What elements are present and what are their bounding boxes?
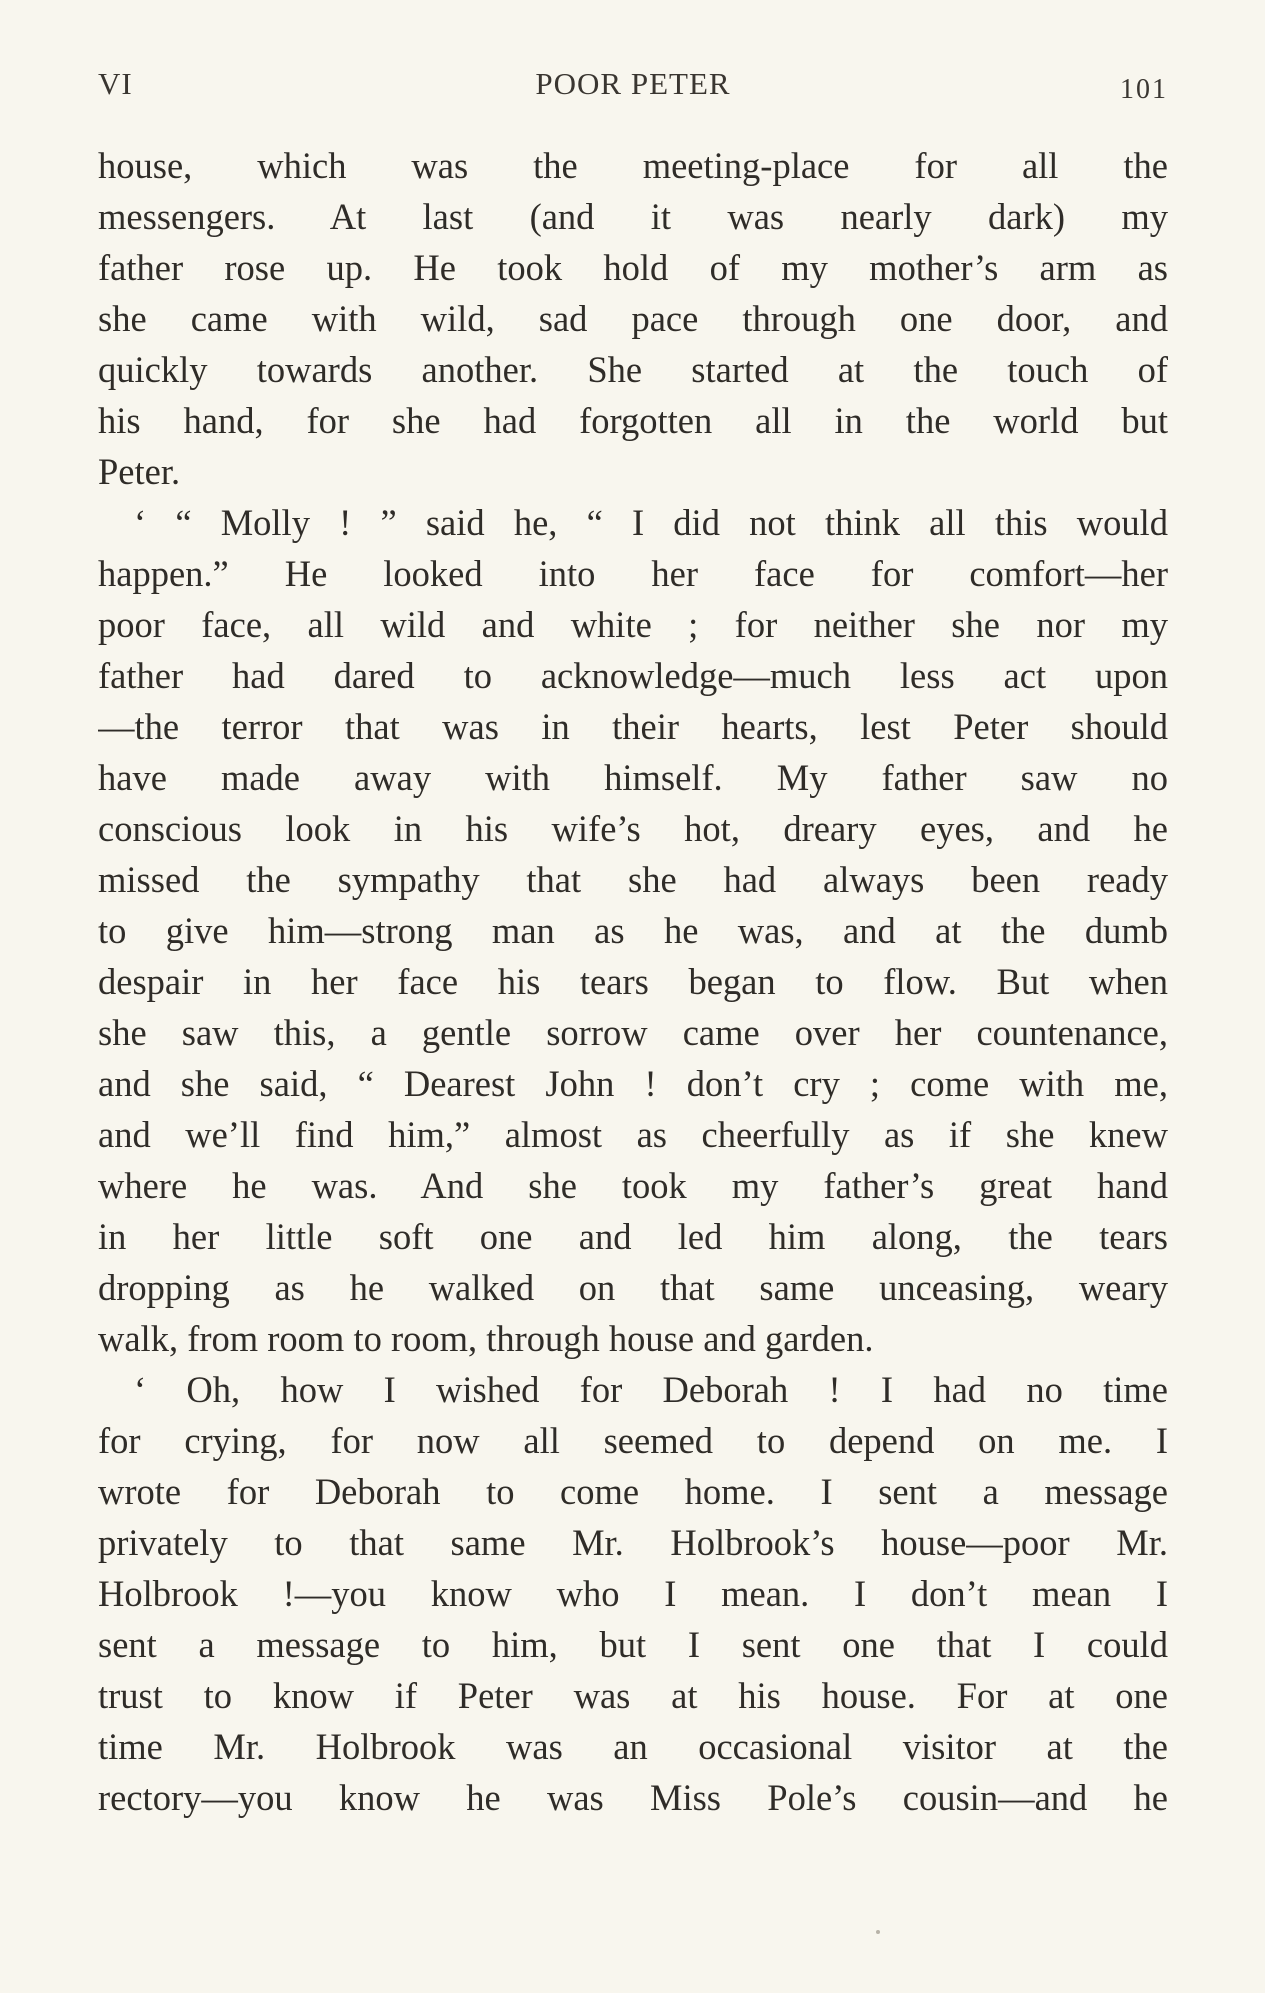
text-line: dropping as he walked on that same unceasing, weary — [98, 1267, 1168, 1308]
text-line: in her little soft one and led him along, the tears — [98, 1216, 1168, 1257]
text-line: despair in her face his tears began to flow. But when — [98, 961, 1168, 1002]
text-line: ‘ “ Molly ! ” said he, “ I did not think all this would — [134, 502, 1168, 543]
text-line: poor face, all wild and white ; for neither she nor my — [98, 604, 1168, 645]
text-line: father had dared to acknowledge—much less act upon — [98, 655, 1168, 696]
text-line: privately to that same Mr. Holbrook’s house—poor Mr. — [98, 1522, 1168, 1563]
text-line: ‘ Oh, how I wished for Deborah ! I had no time — [134, 1369, 1168, 1410]
page-number: 101 — [1120, 74, 1168, 105]
body-text — [98, 140, 1168, 1823]
text-line: and she said, “ Dearest John ! don’t cry ; come with me, — [98, 1063, 1168, 1104]
text-line: father rose up. He took hold of my mother’s arm as — [98, 247, 1168, 288]
text-line: missed the sympathy that she had always been ready — [98, 859, 1168, 900]
chapter-number: VI — [98, 66, 133, 101]
text-line: rectory—you know he was Miss Pole’s cousin—and he — [98, 1777, 1168, 1818]
text-line: his hand, for she had forgotten all in the world but — [98, 400, 1168, 441]
text-line: have made away with himself. My father saw no — [98, 757, 1168, 798]
running-title: POOR PETER — [535, 66, 731, 101]
running-header — [98, 66, 1168, 116]
text-line: walk, from room to room, through house and garden. — [98, 1318, 874, 1359]
text-line: she came with wild, sad pace through one door, and — [98, 298, 1168, 339]
text-line: time Mr. Holbrook was an occasional visitor at the — [98, 1726, 1168, 1767]
text-line: messengers. At last (and it was nearly dark) my — [98, 196, 1168, 237]
paper-speck — [876, 1930, 880, 1934]
text-line: —the terror that was in their hearts, lest Peter should — [98, 706, 1168, 747]
text-line: wrote for Deborah to come home. I sent a message — [98, 1471, 1168, 1512]
text-line: quickly towards another. She started at the touch of — [98, 349, 1168, 390]
text-line: where he was. And she took my father’s great hand — [98, 1165, 1168, 1206]
text-line: conscious look in his wife’s hot, dreary eyes, and he — [98, 808, 1168, 849]
text-line: happen.” He looked into her face for comfort—her — [98, 553, 1168, 594]
text-line: and we’ll find him,” almost as cheerfully as if she knew — [98, 1114, 1168, 1155]
text-line: house, which was the meeting-place for all the — [98, 145, 1168, 186]
text-line: Holbrook !—you know who I mean. I don’t mean I — [98, 1573, 1168, 1614]
text-line: trust to know if Peter was at his house. For at one — [98, 1675, 1168, 1716]
text-line: Peter. — [98, 451, 181, 492]
text-line: to give him—strong man as he was, and at the dumb — [98, 910, 1168, 951]
text-line: she saw this, a gentle sorrow came over her countenance, — [98, 1012, 1168, 1053]
text-line: sent a message to him, but I sent one that I could — [98, 1624, 1168, 1665]
text-line: for crying, for now all seemed to depend on me. I — [98, 1420, 1168, 1461]
